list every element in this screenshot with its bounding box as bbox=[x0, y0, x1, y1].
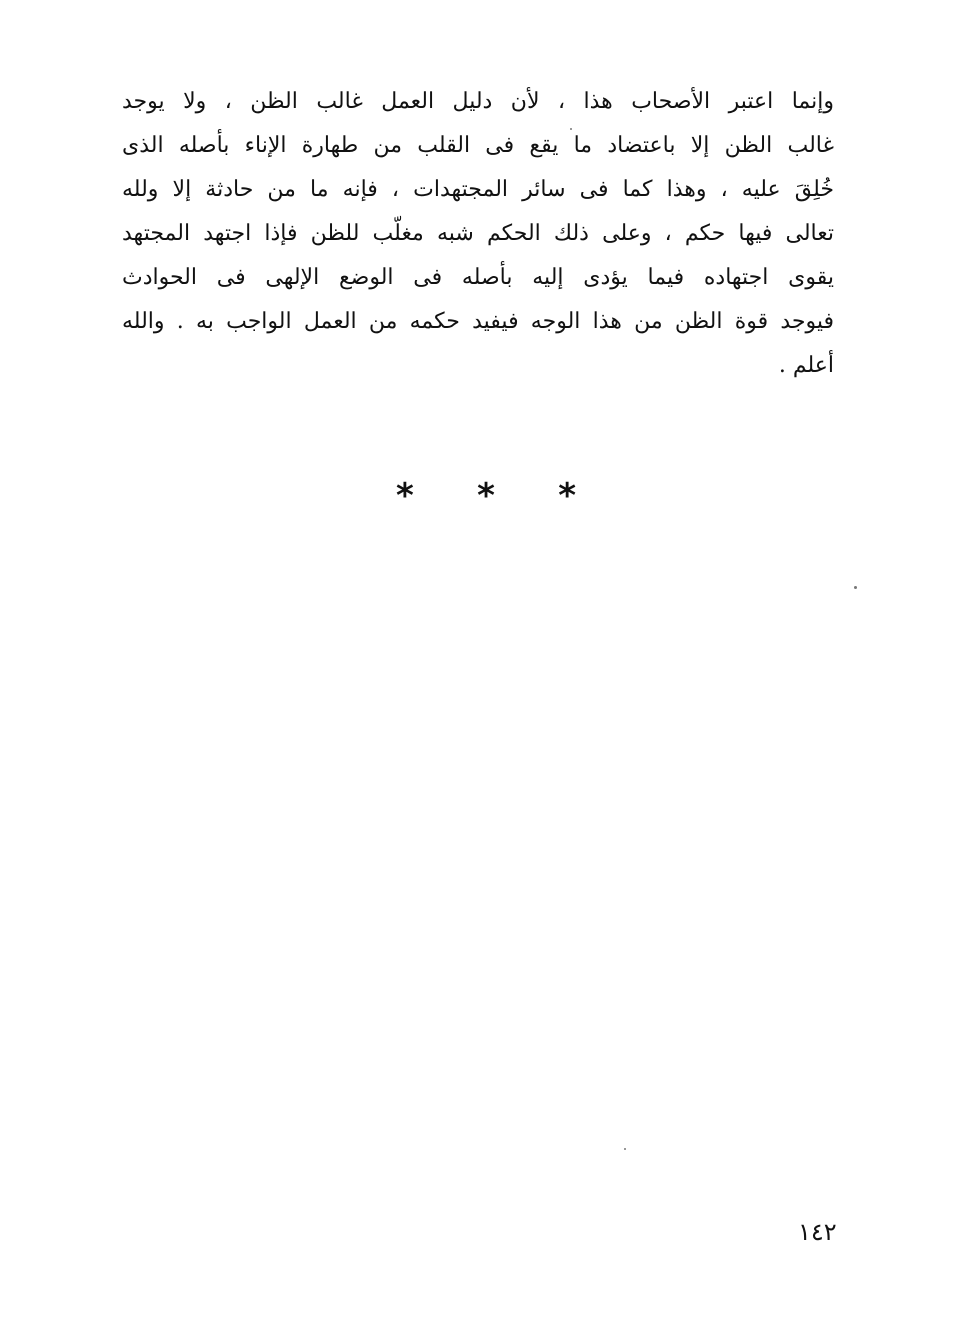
paragraph-line-6: فيوجد قوة الظن من هذا الوجه فيفيد حكمه من العمل الواجب به . والله bbox=[122, 309, 834, 334]
paragraph-line-4: تعالى فيها حكم ، وعلى ذلك الحكم شبه مغلّب للظن فإذا اجتهد المجتهد bbox=[122, 221, 834, 246]
paragraph-line-7: أعلم . bbox=[778, 353, 834, 378]
scan-speck bbox=[854, 586, 857, 589]
scan-speck bbox=[624, 1148, 626, 1150]
paragraph-line-5: يقوى اجتهاده فيما يؤدى إليه بأصله فى الوضع الإلهى فى الحوادث bbox=[122, 265, 834, 290]
paragraph-line-3: خُلِقَ عليه ، وهذا كما فى سائر المجتهدات ، فإنه ما من حادثة إلا ولله bbox=[122, 177, 834, 202]
paragraph bbox=[122, 80, 834, 388]
paragraph-line-2: غالب الظن إلا باعتضاد ما يقع فى القلب من طهارة الإناء بأصله الذى bbox=[122, 133, 834, 158]
asterisk-glyph: * bbox=[558, 476, 576, 516]
page-number: ١٤٢ bbox=[798, 1218, 837, 1246]
scan-speck bbox=[570, 128, 572, 130]
paragraph-line-1: وإنما اعتبر الأصحاب هذا ، لأن دليل العمل غالب الظن ، ولا يوجد bbox=[122, 89, 834, 114]
section-separator bbox=[396, 476, 576, 516]
asterisk-glyph: * bbox=[396, 476, 414, 516]
asterisk-glyph: * bbox=[477, 476, 495, 516]
